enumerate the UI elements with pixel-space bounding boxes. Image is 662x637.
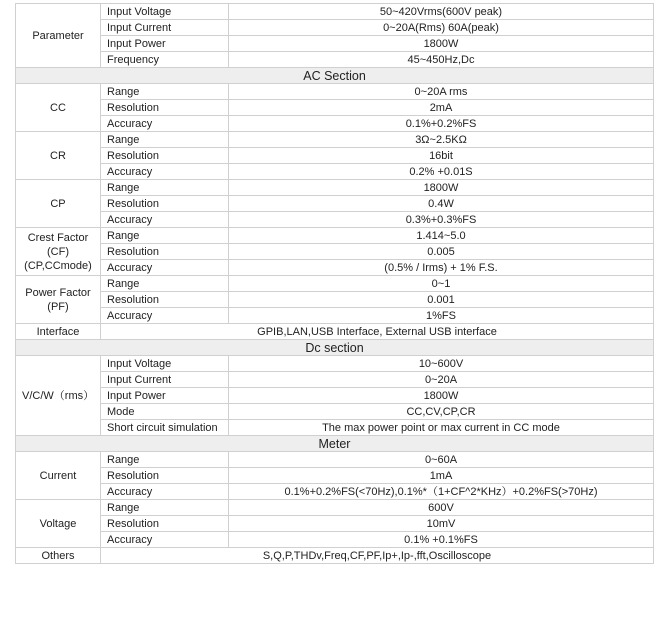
- row-label: Short circuit simulation: [101, 420, 229, 436]
- table-row: [16, 468, 654, 484]
- row-label: Range: [101, 276, 229, 292]
- row-value: 50~420Vrms(600V peak): [229, 4, 654, 20]
- row-label: Accuracy: [101, 164, 229, 180]
- group-parameter: Parameter: [16, 4, 101, 68]
- row-label: Range: [101, 500, 229, 516]
- row-value: 1.414~5.0: [229, 228, 654, 244]
- section-title-dc: Dc section: [16, 340, 654, 356]
- row-value: 2mA: [229, 100, 654, 116]
- row-label: Accuracy: [101, 116, 229, 132]
- row-value: CC,CV,CP,CR: [229, 404, 654, 420]
- row-value: 0.001: [229, 292, 654, 308]
- row-value: 10~600V: [229, 356, 654, 372]
- row-label: Resolution: [101, 148, 229, 164]
- row-value: GPIB,LAN,USB Interface, External USB interface: [101, 324, 654, 340]
- row-value: 0.2% +0.01S: [229, 164, 654, 180]
- row-value: 0.1% +0.1%FS: [229, 532, 654, 548]
- table-row: [16, 4, 654, 20]
- group-line: Crest Factor: [27, 231, 89, 244]
- table-row: [16, 180, 654, 196]
- row-value: 0.1%+0.2%FS: [229, 116, 654, 132]
- row-value: 3Ω~2.5KΩ: [229, 132, 654, 148]
- group-line: (CP,CCmode): [24, 259, 92, 272]
- group-line: (CF): [47, 245, 69, 258]
- table-row: [16, 116, 654, 132]
- row-value: 0.005: [229, 244, 654, 260]
- table-row: [16, 84, 654, 100]
- table-row: [16, 276, 654, 292]
- section-header-row: [16, 340, 654, 356]
- row-label: Mode: [101, 404, 229, 420]
- section-header-row: [16, 68, 654, 84]
- group-power-factor: [16, 276, 101, 324]
- row-label: Range: [101, 452, 229, 468]
- row-label: Range: [101, 132, 229, 148]
- row-label: Range: [101, 84, 229, 100]
- row-label: Accuracy: [101, 260, 229, 276]
- table-row: [16, 420, 654, 436]
- group-voltage: Voltage: [16, 500, 101, 548]
- row-value: 0~1: [229, 276, 654, 292]
- section-title-ac: AC Section: [16, 68, 654, 84]
- table-row: [16, 100, 654, 116]
- table-row: [16, 164, 654, 180]
- table-row: [16, 20, 654, 36]
- table-row: [16, 516, 654, 532]
- group-crest-factor: [16, 228, 101, 276]
- row-label: Resolution: [101, 100, 229, 116]
- group-cc: CC: [16, 84, 101, 132]
- row-value: (0.5% / Irms) + 1% F.S.: [229, 260, 654, 276]
- table-row: [16, 308, 654, 324]
- section-header-row: [16, 436, 654, 452]
- table-row: [16, 132, 654, 148]
- row-label: Input Power: [101, 388, 229, 404]
- table-row: [16, 532, 654, 548]
- row-label: Input Voltage: [101, 4, 229, 20]
- row-value: 10mV: [229, 516, 654, 532]
- group-line: Power Factor: [25, 286, 91, 299]
- row-label: Input Voltage: [101, 356, 229, 372]
- row-value: 1%FS: [229, 308, 654, 324]
- row-label: Resolution: [101, 468, 229, 484]
- row-value: 1800W: [229, 36, 654, 52]
- row-value: 0.4W: [229, 196, 654, 212]
- row-label: Accuracy: [101, 484, 229, 500]
- table-row: [16, 260, 654, 276]
- row-value: 0~20A rms: [229, 84, 654, 100]
- table-row: [16, 212, 654, 228]
- row-value: 45~450Hz,Dc: [229, 52, 654, 68]
- spec-table: [15, 3, 654, 564]
- row-value: 1800W: [229, 180, 654, 196]
- table-row: [16, 484, 654, 500]
- row-label: Frequency: [101, 52, 229, 68]
- table-row: [16, 452, 654, 468]
- row-value: 16bit: [229, 148, 654, 164]
- group-line: (PF): [47, 300, 69, 313]
- group-cp: CP: [16, 180, 101, 228]
- row-value: The max power point or max current in CC mode: [229, 420, 654, 436]
- row-value: 0~60A: [229, 452, 654, 468]
- row-value: 0.3%+0.3%FS: [229, 212, 654, 228]
- table-row: [16, 548, 654, 564]
- row-value: 0~20A(Rms) 60A(peak): [229, 20, 654, 36]
- row-label: Range: [101, 228, 229, 244]
- row-label: Range: [101, 180, 229, 196]
- row-label: Resolution: [101, 244, 229, 260]
- table-row: [16, 196, 654, 212]
- row-value: 600V: [229, 500, 654, 516]
- table-row: [16, 148, 654, 164]
- group-others: Others: [16, 548, 101, 564]
- table-row: [16, 500, 654, 516]
- row-label: Input Current: [101, 372, 229, 388]
- table-row: [16, 36, 654, 52]
- table-row: [16, 356, 654, 372]
- row-value: 0.1%+0.2%FS(<70Hz),0.1%*（1+CF^2*KHz）+0.2%FS(>70Hz): [229, 484, 654, 500]
- row-label: Input Power: [101, 36, 229, 52]
- row-value: 1800W: [229, 388, 654, 404]
- row-value: 0~20A: [229, 372, 654, 388]
- group-interface: Interface: [16, 324, 101, 340]
- table-row: [16, 324, 654, 340]
- table-row: [16, 404, 654, 420]
- row-label: Input Current: [101, 20, 229, 36]
- row-label: Accuracy: [101, 532, 229, 548]
- row-label: Accuracy: [101, 212, 229, 228]
- row-label: Resolution: [101, 516, 229, 532]
- group-current: Current: [16, 452, 101, 500]
- section-title-meter: Meter: [16, 436, 654, 452]
- table-row: [16, 52, 654, 68]
- row-value: 1mA: [229, 468, 654, 484]
- row-value: S,Q,P,THDv,Freq,CF,PF,Ip+,Ip-,fft,Oscilloscope: [101, 548, 654, 564]
- table-row: [16, 292, 654, 308]
- table-row: [16, 388, 654, 404]
- row-label: Resolution: [101, 196, 229, 212]
- table-row: [16, 228, 654, 244]
- group-vcw: V/C/W（rms）: [16, 356, 101, 436]
- row-label: Accuracy: [101, 308, 229, 324]
- row-label: Resolution: [101, 292, 229, 308]
- table-row: [16, 372, 654, 388]
- table-row: [16, 244, 654, 260]
- group-cr: CR: [16, 132, 101, 180]
